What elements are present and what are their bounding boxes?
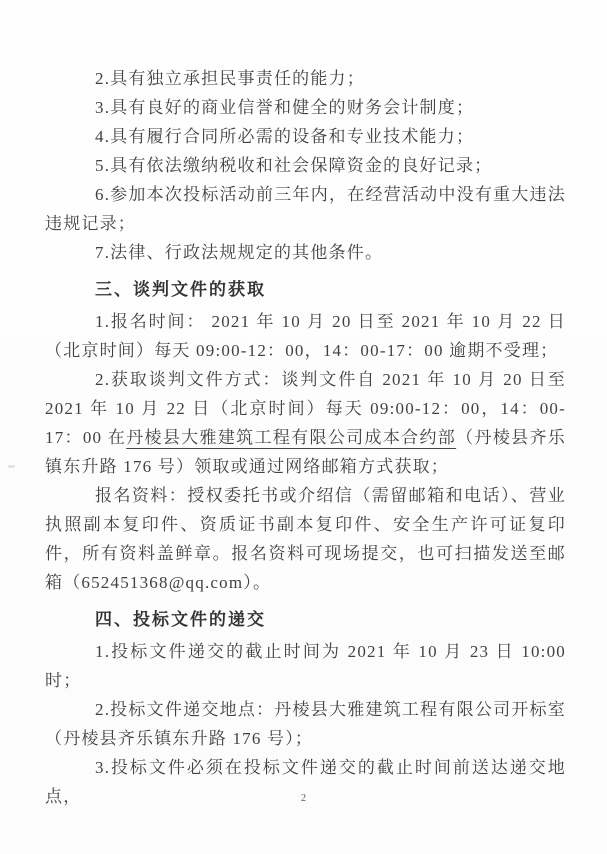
qualification-clause-5: 5.具有依法缴纳税收和社会保障资金的良好记录； <box>95 156 493 175</box>
qualification-clause-2: 2.具有独立承担民事责任的能力； <box>95 69 365 88</box>
qualification-clause-4: 4.具有履行合同所必需的设备和专业技术能力； <box>95 127 475 146</box>
signup-time-paragraph: 1.报名时间： 2021 年 10 月 20 日至 2021 年 10 月 22 日（北京时间）每天 09:00-12：00，14：00-17：00 逾期不受理； <box>45 312 566 360</box>
submission-delivery-paragraph: 3.投标文件必须在投标文件递交的截止时间前送达递交地点， <box>45 758 566 806</box>
company-department-underlined: 丹棱县大雅建筑工程有限公司成本合约部 <box>126 428 457 447</box>
section-heading-bid-submission: 四、投标文件的递交 <box>95 610 266 629</box>
obtain-method-paragraph <box>45 365 566 481</box>
qualification-clause-7: 7.法律、行政法规规定的其他条件。 <box>95 243 384 262</box>
signup-materials-paragraph: 报名资料：授权委托书或介绍信（需留邮箱和电话）、营业执照副本复印件、资质证书副本复印件、安全生产许可证复印件，所有资料盖鲜章。报名资料可现场提交，也可扫描发送至邮箱（652451368@qq.com）。 <box>45 486 566 592</box>
document-body <box>45 64 566 811</box>
qualification-clause-3: 3.具有良好的商业信誉和健全的财务会计制度； <box>95 98 475 117</box>
scan-artifact <box>8 465 15 468</box>
section-heading-document-obtain: 三、谈判文件的获取 <box>95 280 266 299</box>
submission-deadline-paragraph: 1.投标文件递交的截止时间为 2021 年 10 月 23 日 10:00 时； <box>45 642 566 690</box>
page-number: 2 <box>301 793 306 804</box>
obtain-method-address: （丹棱县齐乐镇东升路 176 号）领取或通过网络邮箱方式获取； <box>45 428 567 476</box>
obtain-method-text: 2.获取谈判文件方式：谈判文件自 2021 年 10 月 20 日至 2021 年 10 月 22 日（北京时间）每天 09:00-12：00，14：00-17：00 在 <box>45 370 566 447</box>
submission-location-paragraph: 2.投标文件递交地点：丹棱县大雅建筑工程有限公司开标室（丹棱县齐乐镇东升路 176 号）； <box>45 700 566 748</box>
qualification-clause-6: 6.参加本次投标活动前三年内，在经营活动中没有重大违法违规记录； <box>45 185 566 233</box>
